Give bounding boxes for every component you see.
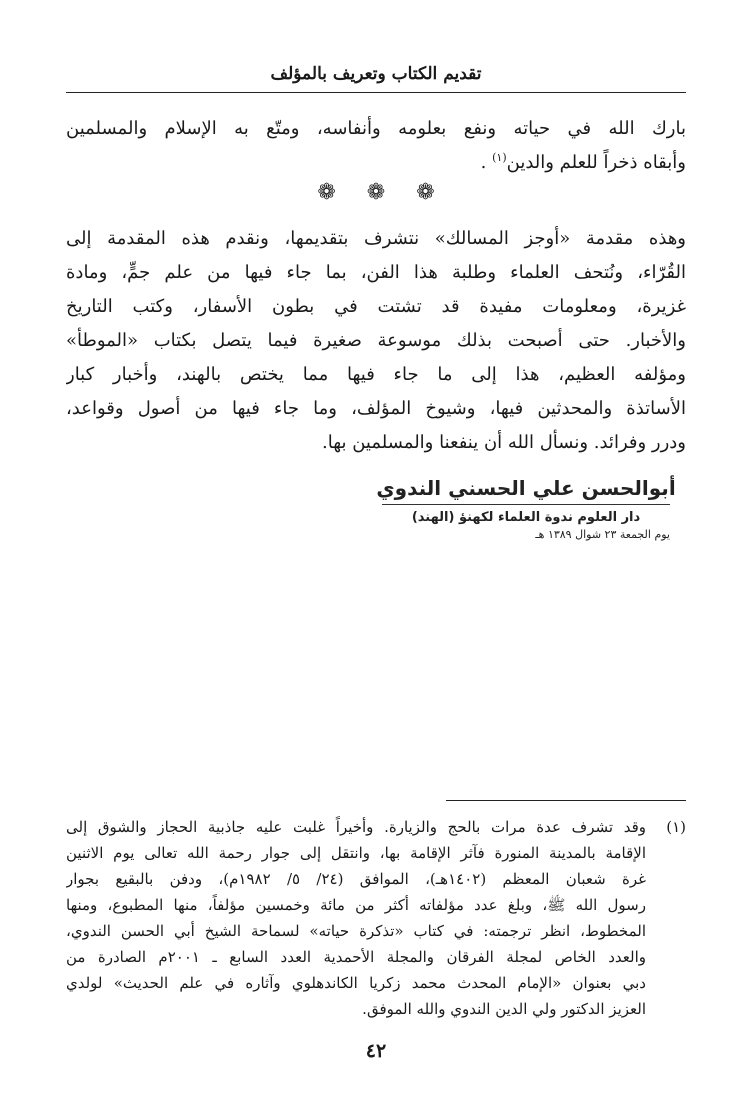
footnote-line: المخطوط، انظر ترجمته: في كتاب «تذكرة حياته» لسماحة الشيخ أبي الحسن الندوي، <box>66 922 646 940</box>
text-line: ودرر وفرائد. ونسأل الله أن ينفعنا والمسلمين بها. <box>322 432 686 453</box>
paragraph-closing-prayer <box>66 112 686 180</box>
text-line: والأخبار. حتى أصبحت بذلك موسوعة صغيرة فيما يتصل بكتاب «الموطأ» <box>66 330 686 351</box>
text-line: ومؤلفه العظيم، هذا إلى ما جاء فيها مما يختص بالهند، وأخبار كبار <box>66 364 686 385</box>
text-line: القُرّاء، ونُتحف العلماء وطلبة هذا الفن، بما جاء فيها من علم جمٍّ، ومادة <box>66 262 686 283</box>
footnote-block <box>66 814 686 1022</box>
text-line: بارك الله في حياته ونفع بعلومه وأنفاسه، ومتّع به الإسلام والمسلمين <box>66 118 686 139</box>
text-line: غزيرة، ومعلومات مفيدة قد تشتت في بطون الأسفار، وكتب التاريخ <box>66 296 686 317</box>
flower-ornament-icon: ❁ <box>366 180 386 205</box>
signature-date: يوم الجمعة ٢٣ شوال ١٣٨٩ هـ <box>535 528 670 541</box>
text-line <box>66 146 686 180</box>
footnote-line: رسول الله ﷺ، وبلغ عدد مؤلفاته أكثر من مائة وخمسين مؤلفاً، منها المطبوع، ومنها <box>66 896 646 914</box>
footnote-line: غرة شعبان المعظم (١٤٠٢هـ)، الموافق (٢٤/ ٥/ ١٩٨٢م)، ودفن بالبقيع بجوار <box>66 870 646 888</box>
text-line: وهذه مقدمة «أوجز المسالك» نتشرف بتقديمها، ونقدم هذه المقدمة إلى <box>66 228 686 249</box>
signature-institution: دار العلوم ندوة العلماء لكهنؤ (الهند) <box>411 510 641 525</box>
sentence-end: . <box>480 152 487 173</box>
author-signature <box>366 475 686 543</box>
footnote-line: دبي بعنوان «الإمام المحدث محمد زكريا الكاندهلوي وآثاره في علم الحديث» لولدي <box>66 974 646 992</box>
text-line: الأساتذة والمحدثين فيها، وشيوخ المؤلف، وما جاء فيها من أصول وقواعد، <box>66 398 686 419</box>
text-fragment: وأبقاه ذخراً للعلم والدين <box>506 152 686 173</box>
footnote-reference[interactable]: (١) <box>492 151 507 164</box>
header-rule <box>66 92 686 93</box>
footnote-line: الإقامة بالمدينة المنورة فآثر الإقامة بها، وانتقل إلى جوار رحمة الله تعالى يوم الاثنين <box>66 844 646 862</box>
footnote-separator <box>446 800 686 801</box>
footnote-line: والعدد الخاص لمجلة الفرقان والمجلة الأحمدية العدد السابع ـ ٢٠٠١م الصادرة من <box>66 948 646 966</box>
section-ornament-divider <box>0 180 752 205</box>
running-header: تقديم الكتاب وتعريف بالمؤلف <box>270 64 482 84</box>
flower-ornament-icon: ❁ <box>416 180 435 205</box>
signature-rule <box>382 504 670 505</box>
paragraph-introduction <box>66 222 686 460</box>
footnote-line: العزيز الدكتور ولي الدين الندوي والله الموفق. <box>362 1000 646 1018</box>
signature-name: أبوالحسن علي الحسني الندوي <box>376 476 676 500</box>
page-number: ٤٢ <box>365 1040 387 1062</box>
footnote-line: وقد تشرف عدة مرات بالحج والزيارة. وأخيراً غلبت عليه جاذبية الحجاز والشوق إلى <box>66 818 646 836</box>
flower-ornament-icon: ❁ <box>317 180 336 205</box>
footnote-number: (١) <box>666 818 686 836</box>
footnote-text <box>66 814 646 1022</box>
